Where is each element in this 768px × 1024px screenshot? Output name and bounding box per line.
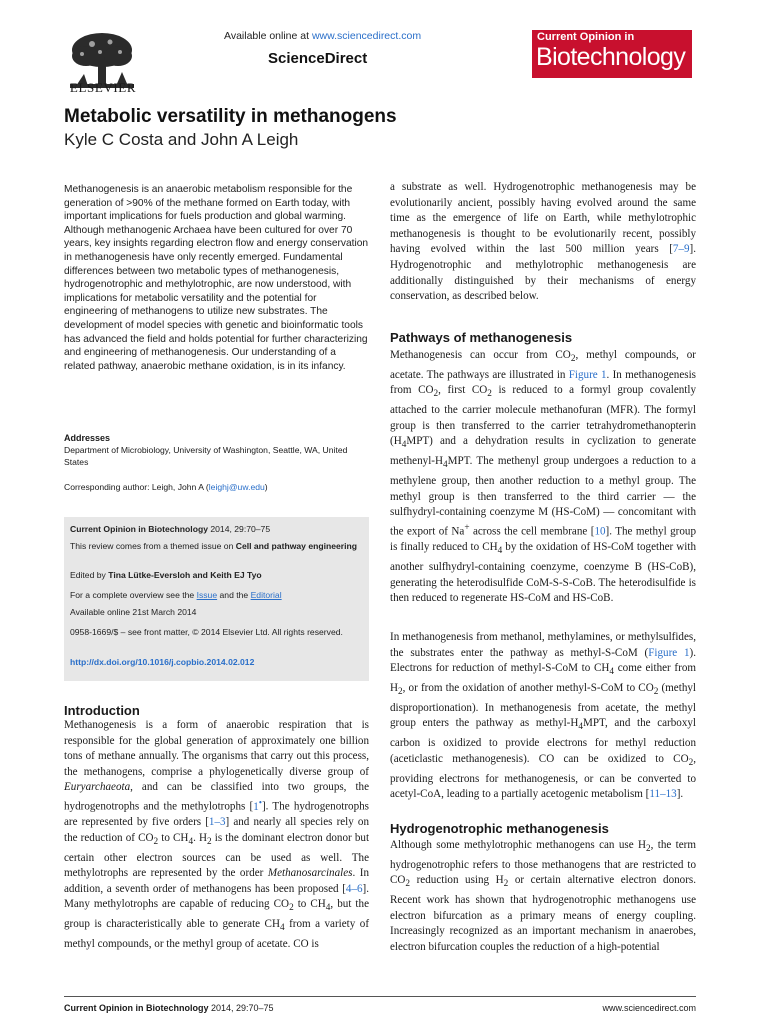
info-overview-prefix: For a complete overview see the: [70, 590, 197, 600]
hydrogenotrophic-text: Although some methylotrophic methanogens can use $H_2$, the term hydrogenotrophic refers to those methanogens that are restricted to $CO_2$ reduction using $H_2$ or certain alternative electron donors. Recent work has shown that hydrogenotrophic methanogens use electron bifurcation as a primary means of energy coupling. Increasingly recognized as an important mechanism in anaerobes, electron bifurcation couples the reduction of a high-potential: [390, 839, 696, 953]
article-info-box: [64, 517, 369, 681]
journal-banner: [532, 30, 692, 78]
journal-banner-big: Biotechnology: [536, 43, 686, 71]
info-available-date: Available online 21st March 2014: [70, 607, 197, 617]
addresses-heading: Addresses: [64, 433, 111, 443]
info-theme-prefix: This review comes from a themed issue on: [70, 541, 236, 551]
citation-link[interactable]: 1•: [253, 797, 262, 813]
introduction-heading: Introduction: [64, 703, 140, 718]
journal-banner-small: Current Opinion in: [537, 31, 635, 43]
info-citation-text: 2014, 29:70–75: [207, 524, 271, 534]
info-theme: [70, 541, 362, 553]
addresses-text: Department of Microbiology, University of Washington, Seattle, WA, United States: [64, 445, 348, 467]
methyl-compounds-text: In methanogenesis from methanol, methylamines, or methylsulfides, the substrates enter the pathway as methyl-S-CoM (Figure 1). Electrons for reduction of methyl-S-CoM to $CH_4$ come either from $H_2$, or from the oxidation of another methyl-S-CoM to $CO_2$ (methyl disproportionation). In methanogenesis from acetate, the methyl group enters the pathway as methyl-$H_4MPT$, and the carboxyl carbon is oxidized to provide electrons for methyl reduction (aceticlastic methanogenesis). CO can be oxidized to $CO_2$, providing electrons for methanogenesis, or can be converted to acetyl-CoA, leading to a partially acetogenic metabolism [11–13].: [390, 631, 697, 801]
info-editors: [70, 570, 362, 582]
info-edited-prefix: Edited by: [70, 570, 109, 580]
pathways-text: Methanogenesis can occur from $CO_2$, methyl compounds, or acetate. The pathways are illustrated in Figure 1. In methanogenesis from $CO_2$, first $CO_2$ is reduced to a formyl group covalently attached to the carrier molecule methanofuran (MFR). The formyl group is then transferred to the carrier tetrahydromethanopterin $(H_4MPT)$ and a dehydration results in cyclization to generate methenyl-$H_4MPT$. The methenyl group undergoes a reduction to a methylene group, then another reduction to a methyl group. The methyl group is then transferred to the third carrier — the sulfhydryl-containing coenzyme M (HS-CoM) — concomitant with the export of Na+ across the cell membrane [10]. The methyl group is finally reduced to $CH_4$ by the oxidation of HS-CoM together with another sulfhydryl-containing coenzyme, coenzyme B (HS-CoB), generating the heterodisulfide CoM-S-S-CoB. The heterodisulfide is then reduced to regenerate HS-CoM and HS-CoB.: [390, 349, 696, 605]
pathways-heading: Pathways of methanogenesis: [390, 330, 573, 345]
footer-citation: [64, 1003, 274, 1013]
info-copyright: 0958-1669/$ – see front matter, © 2014 Elsevier Ltd. All rights reserved.: [70, 627, 343, 637]
abstract: Methanogenesis is an anaerobic metabolism responsible for the generation of >90% of the methane formed on Earth today, with important implications for fuels production and global warming. Although methanogenic Archaea have been cultured for over 70 years, key insights regarding electron flow and energy conservation in methanogenesis have only recently emerged. Fundamental differences between two metabolic types of methanogenesis, hydrogenotrophic and methylotrophic, are now understood, with implications for metabolic versatility and the potential for engineering of methanogens to utilize new substrates. The development of model species with genetic and bioinformatic tools has advanced the field and holds potential for further characterizing and engineering of methanogenesis. Our understanding of a related pathway, anaerobic methane oxidation, is in its infancy.: [64, 184, 369, 372]
doi-link[interactable]: http://dx.doi.org/10.1016/j.copbio.2014.02.012: [70, 657, 255, 667]
info-journal: Current Opinion in Biotechnology: [70, 524, 208, 534]
available-online: [224, 30, 421, 42]
article-authors: Kyle C Costa and John A Leigh: [64, 130, 299, 149]
intro-continued-text: a substrate as well. Hydrogenotrophic methanogenesis may be evolutionarily ancient, possibly having evolved around the same time as the emergence of life on Earth, while methylotrophic methanogenesis is thought to be evolutionarily recent, possibly having evolved within the last 500 million years [7–9]. Hydrogenotrophic and methylotrophic methanogenesis are additionally distinguished by their mechanisms of energy conservation, as described below.: [390, 181, 696, 303]
corresponding-author: [64, 482, 369, 492]
info-citation: [70, 524, 362, 536]
article-title: Metabolic versatility in methanogens: [64, 106, 397, 127]
publisher-name: ELSEVIER: [69, 80, 137, 95]
info-overview-mid: and the: [217, 590, 251, 600]
info-overview: [70, 590, 362, 602]
issue-link[interactable]: Issue: [196, 590, 218, 600]
footer-citation-text: 2014, 29:70–75: [208, 1003, 274, 1013]
corresponding-prefix: Corresponding author: Leigh, John A (: [64, 482, 209, 492]
figure-link[interactable]: Figure 1: [568, 368, 607, 381]
introduction-text: Methanogenesis is a form of anaerobic respiration that is responsible for the global generation of approximately one billion tons of methane annually. The organisms that carry out this process, the methanogens, comprise a phylogenetically diverse group of Euryarchaeota, and can be classified into two groups, the hydrogenotrophs and the methylotrophs [1•]. The hydrogenotrophs are represented by five orders [1–3] and nearly all species rely on the reduction of $CO_2$ to $CH_4$. $H_2$ is the dominant electron donor but certain other electron sources can be used as well. The methylotrophs are represented by the order Methanosarcinales. In addition, a seventh order of methanogens has been proposed [4–6]. Many methylotrophs are capable of reducing $CO_2$ to $CH_4$, but the group is characteristically able to generate $CH_4$ from a variety of methyl compounds, or the methyl group of acetate. CO is: [64, 719, 370, 951]
footer-rule: [64, 996, 696, 997]
figure-link[interactable]: Figure 1: [648, 646, 690, 659]
author-email-link[interactable]: leighj@uw.edu: [208, 482, 265, 492]
corresponding-suffix: ): [264, 482, 268, 492]
citation-link[interactable]: 4–6: [345, 882, 363, 895]
info-editor-names: Tina Lütke-Eversloh and Keith EJ Tyo: [108, 570, 262, 580]
sciencedirect-wordmark: ScienceDirect: [268, 50, 368, 67]
footer-journal: Current Opinion in Biotechnology: [64, 1003, 209, 1013]
citation-link[interactable]: 1–3: [208, 816, 226, 829]
hydrogenotrophic-heading: Hydrogenotrophic methanogenesis: [390, 821, 609, 836]
citation-link[interactable]: 7–9: [672, 243, 690, 256]
citation-link[interactable]: 10: [594, 525, 606, 538]
available-prefix: Available online at: [224, 30, 312, 42]
editorial-link[interactable]: Editorial: [250, 590, 282, 600]
sciencedirect-link[interactable]: www.sciencedirect.com: [311, 30, 422, 42]
footer-site-link[interactable]: www.sciencedirect.com: [602, 1003, 696, 1013]
citation-link[interactable]: 11–13: [649, 788, 677, 801]
info-theme-name: Cell and pathway engineering: [235, 541, 358, 551]
